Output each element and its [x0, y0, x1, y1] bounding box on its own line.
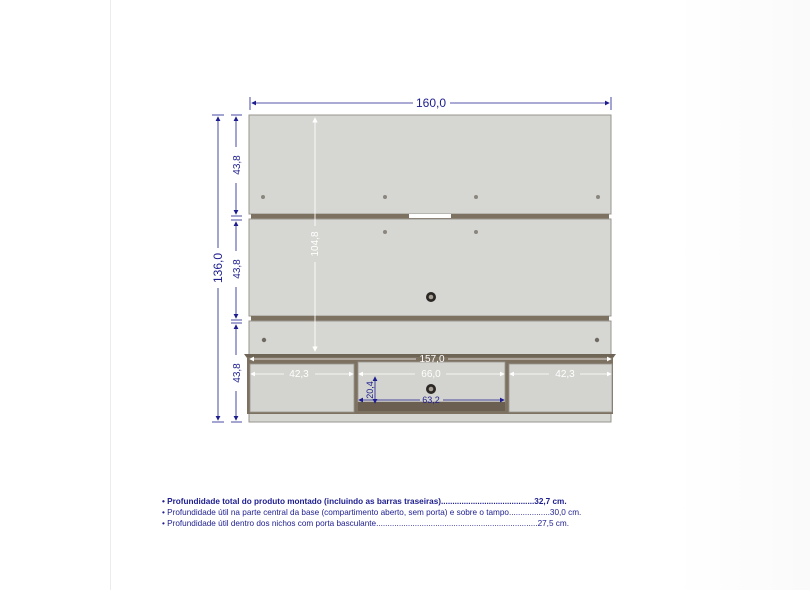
depth-note-total [162, 496, 682, 507]
led-strip [409, 214, 451, 218]
depth-note-base [162, 507, 682, 518]
bullet: • [162, 519, 165, 528]
depth-note-text: Profundidade total do produto montado (incluindo as barras traseiras).........................................32,7 cm. [167, 497, 567, 506]
dimension-panel-height-label: 104,8 [310, 231, 321, 257]
dimension-section-middle-label: 43,8 [232, 259, 243, 279]
dimension-total-height [211, 115, 225, 422]
depth-note-niches [162, 518, 682, 529]
cable-hole-icon [426, 292, 436, 302]
panel-top [249, 115, 611, 214]
dimension-total-width [250, 96, 611, 110]
depth-note-text: Profundidade útil na parte central da base (compartimento aberto, sem porta) e sobre o tampo..................30,0 cm. [167, 508, 582, 517]
dimension-center-opening-height-label: 20,4 [365, 381, 375, 399]
dimension-center-opening-width-label: 63,2 [422, 395, 440, 405]
dimension-niche-right-label: 42,3 [555, 369, 575, 380]
dimension-niche-left-label: 42,3 [289, 369, 309, 380]
depth-note-text: Profundidade útil dentro dos nichos com porta basculante.......................................................................27,5 cm. [167, 519, 569, 528]
dimension-section-bottom-label: 43,8 [232, 363, 243, 383]
panel-gap-bottom [251, 316, 609, 321]
dimension-total-width-label: 160,0 [415, 96, 447, 110]
bullet: • [162, 497, 165, 506]
dimension-niche-center-label: 66,0 [421, 369, 441, 380]
rack-cable-hole-icon [426, 384, 436, 394]
bullet: • [162, 508, 165, 517]
dimension-rack-width-label: 157,0 [419, 354, 445, 365]
depth-notes [162, 496, 682, 529]
dimension-total-height-label: 136,0 [211, 252, 225, 284]
dimension-section-top-label: 43,8 [232, 155, 243, 175]
